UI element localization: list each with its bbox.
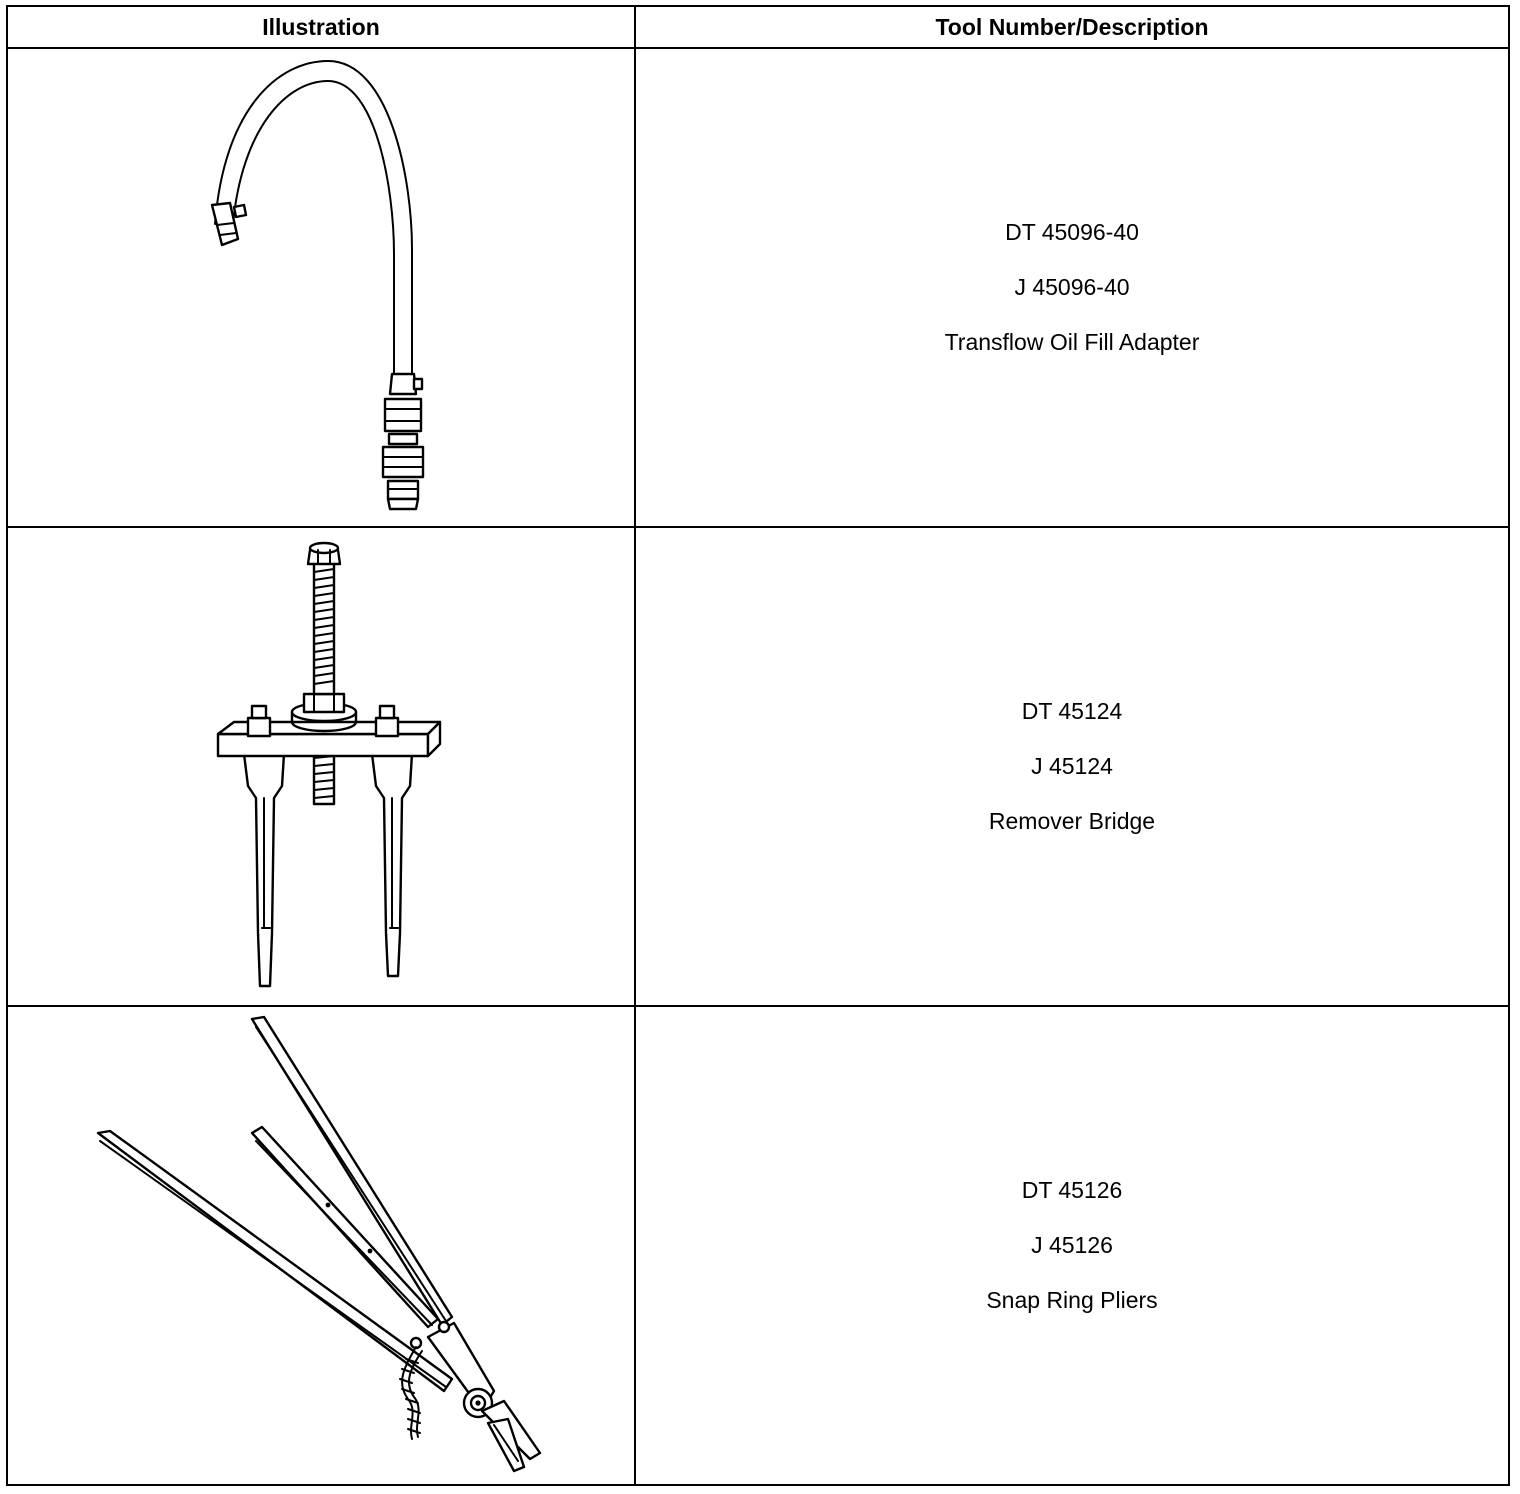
snap-ring-pliers-icon <box>8 1007 636 1484</box>
tool-number-j: J 45124 <box>1031 753 1113 779</box>
header-row <box>7 6 1509 48</box>
table-row <box>7 527 1509 1006</box>
table-row <box>7 1006 1509 1485</box>
tool-number-dt: DT 45096-40 <box>1005 219 1139 245</box>
tool-description: Remover Bridge <box>988 808 1156 834</box>
description-cell <box>635 48 1509 527</box>
illustration-cell <box>7 1006 635 1485</box>
tool-table <box>6 5 1510 1486</box>
description-cell <box>635 1006 1509 1485</box>
illustration-cell <box>7 48 635 527</box>
remover-bridge-icon <box>8 528 636 1005</box>
tool-number-j: J 45096-40 <box>1014 274 1130 300</box>
tool-number-dt: DT 45124 <box>1021 698 1123 724</box>
table-row <box>7 48 1509 527</box>
tool-number-dt: DT 45126 <box>1021 1177 1123 1203</box>
tool-description: Snap Ring Pliers <box>986 1287 1158 1313</box>
oil-fill-adapter-hose-icon <box>8 49 636 526</box>
illustration-cell <box>7 527 635 1006</box>
header-illustration: Illustration <box>7 6 635 48</box>
header-tool-number-description: Tool Number/Description <box>635 6 1509 48</box>
tool-number-j: J 45126 <box>1031 1232 1113 1258</box>
description-cell <box>635 527 1509 1006</box>
tool-description: Transflow Oil Fill Adapter <box>944 329 1200 355</box>
